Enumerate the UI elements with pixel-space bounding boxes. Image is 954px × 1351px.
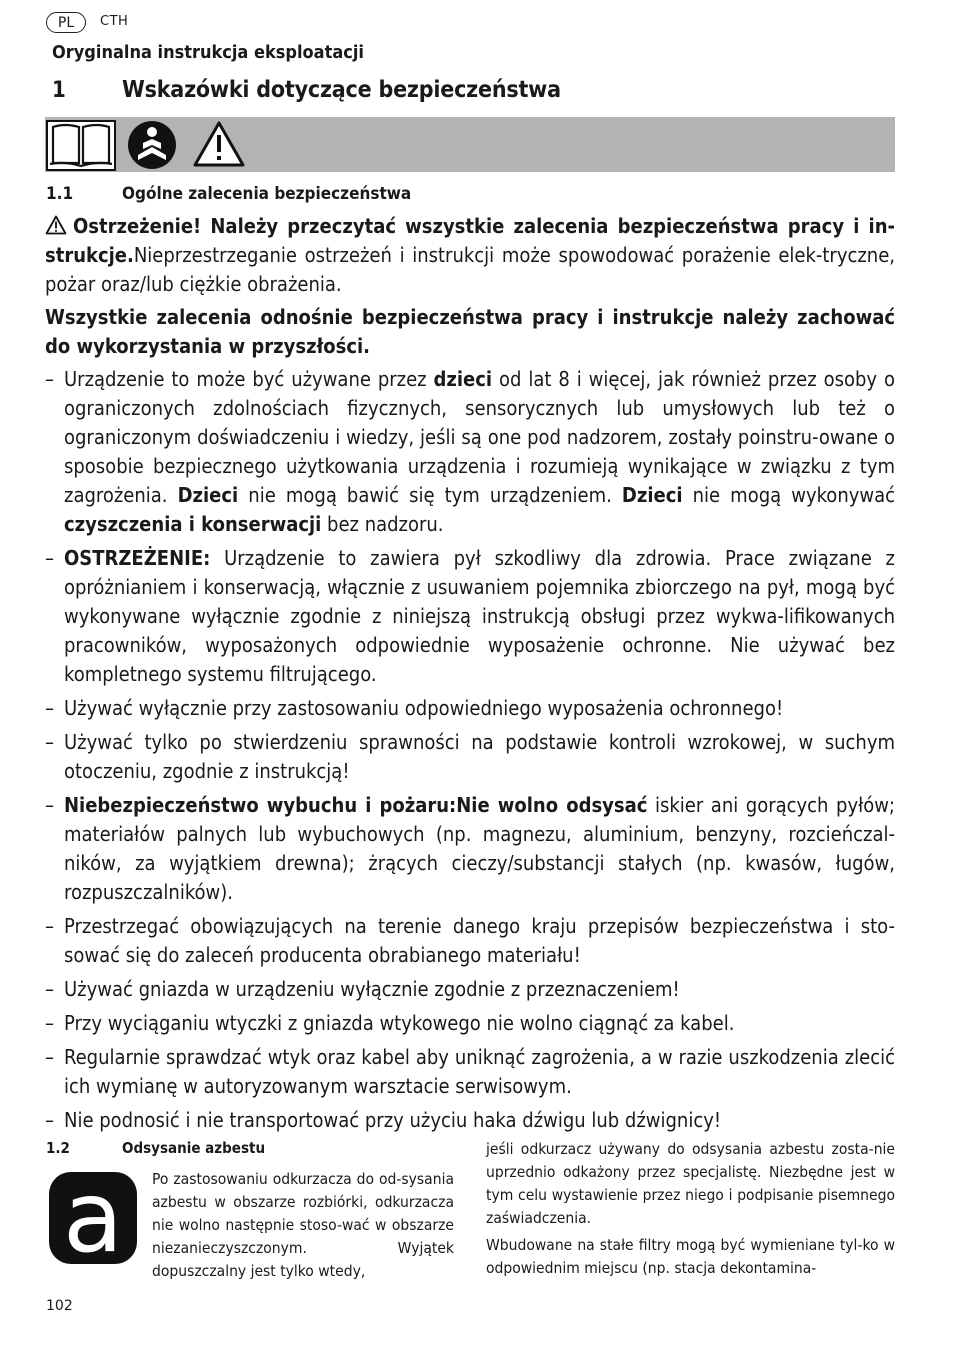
section-number: 1 <box>52 78 66 103</box>
list-item: – Urządzenie to może być używane przez dzieci od lat 8 i więcej, jak również przez osoby o ograniczonych zdolnościach fizycznych, sensorycznych lub umysłowych lub też o ograniczonym doświadczeniu i wiedzy, jeśli są one pod nadzorem, zostały poinstru-owane o sposobie bezpiecznego użytkowania urządzenia i rozumieją wynikające w związku z tym zagrożenia. Dzieci nie mogą bawić się tym urządzeniem. Dzieci nie mogą wykonywać czyszczenia i konserwacji bez nadzoru. <box>45 367 896 536</box>
list-item: – Używać wyłącznie przy zastosowaniu odpowiedniego wyposażenia ochronnego! <box>45 694 895 723</box>
list-dash: – <box>45 696 54 720</box>
subsection-number: 1.1 <box>46 184 74 204</box>
subsection-title: Ogólne zalecenia bezpieczeństwa <box>122 184 412 204</box>
language-badge: PL <box>46 12 86 33</box>
subsection-title: Odsysanie azbestu <box>122 1139 266 1157</box>
list-item: – Przy wyciąganiu wtyczki z gniazda wtykowego nie wolno ciągnąć za kabel. <box>45 1009 895 1038</box>
list-dash: – <box>45 1045 54 1069</box>
safety-list <box>45 365 895 1140</box>
list-item: – Przestrzegać obowiązujących na terenie danego kraju przepisów bezpieczeństwa i sto-sować się do zaleceń producenta obrabianego materiału! <box>45 914 895 967</box>
warning-triangle-icon <box>195 123 243 165</box>
svg-text:a: a <box>62 1172 124 1264</box>
document-title: Oryginalna instrukcja eksploatacji <box>52 42 364 63</box>
list-item: – OSTRZEŻENIE: Urządzenie to zawiera pył szkodliwy dla zdrowia. Prace związane z opróżnianiem i konserwacją, włącznie z usuwaniem pojemnika zbiorczego na pył, mogą być wykonywane wyłącznie zgodnie z niniejszą instrukcją obsługi przez wykwa-lifikowanych pracowników, wyposażonych odpowiednie wyposażenie ochronne. Nie używać bez kompletnego systemu filtrującego. <box>45 546 895 686</box>
safety-icons <box>45 117 895 172</box>
list-dash: – <box>45 1011 54 1035</box>
list-dash: – <box>45 367 54 391</box>
list-dash: – <box>45 1108 54 1132</box>
list-dash: – <box>45 546 54 570</box>
asbestos-paragraph-1: jeśli odkurzacz używany do odsysania azbestu zosta-nie uprzednio odkażony przez specjalistę. Niezbędne jest w tym celu wystawienie przez niego i podpisanie pisemnego zaświadczenia. <box>486 1140 895 1227</box>
page-number: 102 <box>46 1298 73 1314</box>
asbestos-right-column <box>486 1138 895 1284</box>
list-item: – Nie podnosić i nie transportować przy użyciu haka dźwigu lub dźwignicy! <box>45 1106 895 1135</box>
asbestos-paragraph-2: Wbudowane na stałe filtry mogą być wymieniane tyl-ko w odpowiednim miejscu (np. stacja dekontamina- <box>486 1236 895 1277</box>
list-dash: – <box>45 977 54 1001</box>
model-name: CTH <box>100 14 129 29</box>
keep-instructions-note: Wszystkie zalecenia odnośnie bezpieczeństwa pracy i instrukcje należy zachować do wykorzystania w przyszłości. <box>45 305 895 358</box>
read-manual-icon <box>128 121 176 169</box>
list-item: – Regularnie sprawdzać wtyk oraz kabel aby uniknąć zagrożenia, a w razie uszkodzenia zlecić ich wymianę w autoryzowanym warsztacie serwisowym. <box>45 1045 895 1098</box>
warning-heading: Ostrzeżenie! Należy przeczytać wszystkie zalecenia bezpieczeństwa pracy i in-strukcje. <box>45 214 895 267</box>
asbestos-left-text: Po zastosowaniu odkurzacza do od-sysania azbestu w obszarze rozbiórki, odkurzacza nie wolno następnie stoso-wać w obszarze niezanieczyszczonym. Wyjątek dopuszczalny jest tylko wtedy, <box>152 1170 454 1280</box>
section-title: Wskazówki dotyczące bezpieczeństwa <box>122 77 561 103</box>
warning-text: Nieprzestrzeganie ostrzeżeń i instrukcji może spowodować porażenie elek-tryczne, pożar oraz/lub ciężkie obrażenia. <box>45 243 895 296</box>
subsection-number: 1.2 <box>46 1139 70 1157</box>
warning-paragraph <box>45 212 895 299</box>
list-dash: – <box>45 793 54 817</box>
asbestos-a-icon <box>49 1172 137 1264</box>
list-dash: – <box>45 914 54 938</box>
list-item: – Używać gniazda w urządzeniu wyłącznie zgodnie z przeznaczeniem! <box>45 975 895 1004</box>
list-item: – Używać tylko po stwierdzeniu sprawności na podstawie kontroli wzrokowej, w suchym otoczeniu, zgodnie z instrukcją! <box>45 730 895 783</box>
manual-book-icon <box>47 121 115 170</box>
safety-icon-bar <box>45 117 895 172</box>
list-dash: – <box>45 730 54 754</box>
list-item: – Niebezpieczeństwo wybuchu i pożaru:Nie wolno odsysać iskier ani gorących pyłów; materiałów palnych lub wybuchowych (np. magnezu, aluminium, benzyny, rozcieńczal-ników, za wyjątkiem drewna); żrących cieczy/substancji stałych (np. kwasów, ługów, rozpuszczalników). <box>45 793 895 904</box>
warning-triangle-icon <box>45 215 67 235</box>
